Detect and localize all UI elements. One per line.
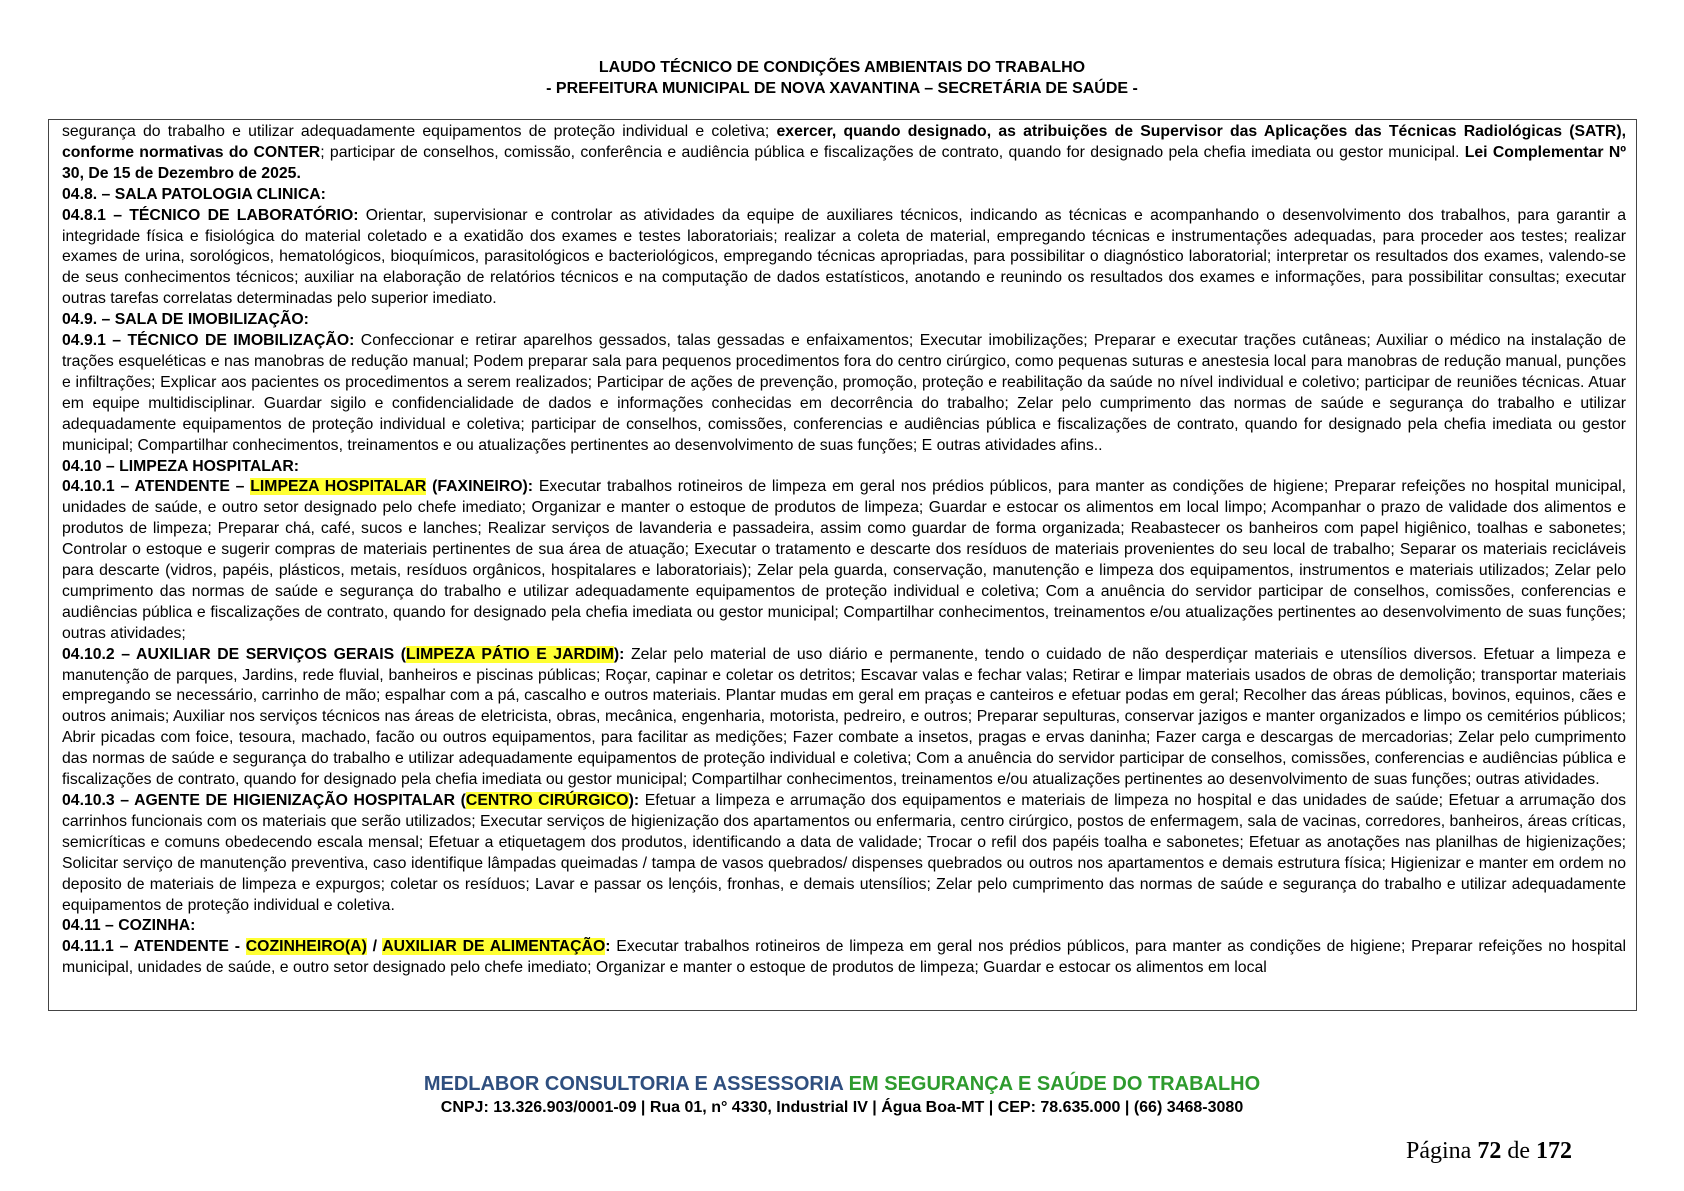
paragraph-04-10-3 <box>62 791 1626 916</box>
paragraph-04-8-1 <box>62 206 1626 311</box>
document-title: LAUDO TÉCNICO DE CONDIÇÕES AMBIENTAIS DO TRABALHO <box>598 59 1086 76</box>
law-reference: Lei Complementar Nº 30, De 15 de Dezembro de 2025. <box>62 143 1626 182</box>
page-total: 172 <box>1536 1138 1572 1164</box>
item-text: Confeccionar e retirar aparelhos gessados, talas gessadas e enfaixamentos; Executar imobilizações; Preparar e executar trações cutâneas; Auxiliar o médico na instalação de trações esqueléticas e nas manobras de redução manual; Podem preparar sala para pequenos procedimentos fora do centro cirúrgico, como pequenas suturas e anestesia local para manobras de redução manual, punções e infiltrações; Explicar aos pacientes os procedimentos a serem realizados; Participar de ações de prevenção, promoção, proteção e reabilitação da saúde no nível individual e coletivo; participar de reuniões técnicas. Atuar em equipe multidisciplinar. Guardar sigilo e confidencialidade de dados e informações conhecidas em decorrência do trabalho; Zelar pelo cumprimento das normas de saúde e segurança do trabalho e utilizar adequadamente equipamentos de proteção individual e coletiva; participar de conselhos, comissões, conferencias e audiências pública e fiscalizações de contrato, quando for designado pela chefia imediata ou gestor municipal; Compartilhar conhecimentos, treinamentos e ou atualizações pertinentes ao desenvolvimento de suas funções; E outras atividades afins.. <box>62 332 1626 454</box>
page-label: Página <box>1406 1138 1478 1164</box>
section-heading-04-9: 04.9. – SALA DE IMOBILIZAÇÃO: <box>62 311 309 329</box>
page-header <box>0 57 1684 99</box>
item-label: 04.10.1 – ATENDENTE – <box>62 478 251 496</box>
bold-text: exercer, quando designado, as atribuições de Supervisor das Aplicações das Técnicas Radiológicas (SATR), conforme normativas do CONTER <box>62 123 1626 161</box>
highlighted-text: COZINHEIRO(A) <box>245 938 367 956</box>
paragraph-04-9-1 <box>62 331 1626 456</box>
text: segurança do trabalho e utilizar adequadamente equipamentos de proteção individual e coletiva; <box>62 123 777 140</box>
item-label: 04.10.3 – AGENTE DE HIGIENIZAÇÃO HOSPITALAR ( <box>62 792 466 809</box>
item-text: Efetuar a limpeza e arrumação dos equipamentos e materiais de limpeza no hospital e das unidades de saúde; Efetuar a arrumação dos carrinhos funcionais com os materiais que serão utilizados; Executar serviços de higienização dos apartamentos ou enfermaria, centro cirúrgico, postos de enfermagem, sala de vacinas, corredores, banheiros, áreas críticas, semicríticas e comuns obedecendo escala mensal; Efetuar a etiquetagem dos produtos, identificando a data de validade; Trocar o refil dos papéis toalha e sabonetes; Efetuar as anotações nas planilhas de higienizações; Solicitar serviço de manutenção preventiva, caso identifique lâmpadas queimadas / tampa de vasos quebrados/ dispenses quebrados ou outros nos apartamentos e demais estrutura física; Higienizar e manter em ordem no deposito de materiais de limpeza e expurgos; coletar os resíduos; Lavar e passar os lençóis, fronhas, e demais utensílios; Zelar pelo cumprimento das normas de saúde e segurança do trabalho e utilizar adequadamente equipamentos de proteção individual e coletiva. <box>62 792 1626 914</box>
item-label: ): <box>613 645 625 663</box>
footer-contact: CNPJ: 13.326.903/0001-09 | Rua 01, n° 4330, Industrial IV | Água Boa-MT | CEP: 78.635.000 | (66) 3468-3080 <box>440 1099 1244 1116</box>
item-label: (FAXINEIRO): <box>426 478 534 496</box>
item-label: : <box>605 938 611 956</box>
paragraph-04-10-1 <box>62 477 1626 644</box>
item-label: 04.11.1 – ATENDENTE - <box>62 938 246 956</box>
footer-company <box>0 1072 1684 1096</box>
text: ; participar de conselhos, comissão, conferência e audiência pública e fiscalizações de contrato, quando for designado pela chefia imediata ou gestor municipal. <box>320 143 1465 161</box>
page-number <box>1406 1138 1572 1165</box>
paragraph-04-10-2 <box>62 645 1626 791</box>
highlighted-text: AUXILIAR DE ALIMENTAÇÃO <box>382 938 606 956</box>
page-separator: de <box>1501 1138 1536 1164</box>
item-label: 04.8.1 – TÉCNICO DE LABORATÓRIO: <box>62 206 359 224</box>
item-text: Executar trabalhos rotineiros de limpeza em geral nos prédios públicos, para manter as condições de higiene; Preparar refeições no hospital municipal, unidades de saúde, e outro setor designado pelo chefe imediato; Organizar e manter o estoque de produtos de limpeza; Guardar e estocar os alimentos em local limpo; Acompanhar o prazo de validade dos alimentos e produtos de limpeza; Preparar chá, café, sucos e lanches; Realizar serviços de lavanderia e passadeira, assim como guardar de forma organizada; Reabastecer os banheiros com papel higiênico, toalhas e sabonetes; Controlar o estoque e sugerir compras de materiais pertinentes de sua área de atuação; Executar o tratamento e descarte dos resíduos de materiais provenientes do seu local de trabalho; Separar os materiais recicláveis para descarte (vidros, papéis, plásticos, metais, resíduos orgânicos, hospitalares e laboratoriais); Zelar pela guarda, conservação, manutenção e limpeza dos equipamentos, instrumentos e materiais utilizados; Zelar pelo cumprimento das normas de saúde e segurança do trabalho e utilizar adequadamente equipamentos de proteção individual e coletiva; Com a anuência do servidor participar de conselhos, comissões, conferencias e audiências pública e fiscalizações de contrato, quando for designado pela chefia imediata ou gestor municipal; Compartilhar conhecimentos, treinamentos e/ou atualizações pertinentes ao desenvolvimento de suas funções; outras atividades; <box>62 478 1627 642</box>
item-text: Zelar pelo material de uso diário e permanente, tendo o cuidado de não desperdiçar materiais e utensílios diversos. Efetuar a limpeza e manutenção de parques, Jardins, rede fluvial, banheiros e piscinas públicas; Roçar, capinar e coletar os detritos; Escavar valas e fechar valas; Retirar e limpar materiais usados de obras de demolição; transportar materiais empregando se necessário, carrinho de mão; espalhar com a pá, cascalho e outros materiais. Plantar mudas em geral em praças e canteiros e efetuar podas em geral; Recolher das áreas públicas, bovinos, equinos, cães e outros animais; Auxiliar nos serviços técnicos nas áreas de eletricista, obras, mecânica, engenharia, motorista, pedreiro, e outros; Preparar sepulturas, conservar jazigos e manter organizados e limpo os cemitérios públicos; Abrir picadas com foice, tesoura, machado, facão ou outros equipamentos, para facilitar as medições; Fazer combate a insetos, pragas e ervas daninha; Fazer carga e descargas de mercadorias; Zelar pelo cumprimento das normas de saúde e segurança do trabalho e utilizar adequadamente equipamentos de proteção individual e coletiva; Com a anuência do servidor participar de conselhos, comissões, conferencias e audiências pública e fiscalizações de contrato, quando for designado pela chefia imediata ou gestor municipal; Compartilhar conhecimentos, treinamentos e/ou atualizações pertinentes ao desenvolvimento de suas funções; outras atividades. <box>62 645 1626 789</box>
item-text: Executar trabalhos rotineiros de limpeza em geral nos prédios públicos, para manter as condições de higiene; Preparar refeições no hospital municipal, unidades de saúde, e outro setor designado pelo chefe imediato; Organizar e manter o estoque de produtos de limpeza; Guardar e estocar os alimentos em local <box>62 938 1626 977</box>
section-heading-04-11: 04.11 – COZINHA: <box>62 917 196 935</box>
paragraph-continuation <box>62 122 1626 185</box>
item-label: 04.10.2 – AUXILIAR DE SERVIÇOS GERAIS ( <box>62 645 407 663</box>
company-name: MEDLABOR CONSULTORIA E ASSESSORIA <box>423 1073 844 1095</box>
item-text: Orientar, supervisionar e controlar as atividades da equipe de auxiliares técnicos, indicando as técnicas e acompanhando o desenvolvimento dos trabalhos, para garantir a integridade física e fisiológica do material coletado e a exatidão dos exames e testes laboratoriais; realizar a coleta de material, empregando técnicas e instrumentações adequadas, para proceder aos testes; realizar exames de urina, sorológicos, hematológicos, bioquímicos, parasitológicos e bacteriológicos, empregando técnicas apropriadas, para possibilitar o diagnóstico laboratorial; interpretar os resultados dos exames, valendo-se de seus conhecimentos técnicos; auxiliar na elaboração de relatórios técnicos e na computação de dados estatísticos, anotando e reunindo os resultados dos exames e informações, para possibilitar consultas; executar outras tarefas correlatas determinadas pelo superior imediato. <box>62 206 1627 308</box>
highlighted-text: LIMPEZA HOSPITALAR <box>250 478 427 496</box>
highlighted-text: CENTRO CIRÚRGICO <box>465 792 629 809</box>
page-current: 72 <box>1477 1138 1502 1164</box>
section-heading-04-8: 04.8. – SALA PATOLOGIA CLINICA: <box>62 185 326 203</box>
section-heading-04-10: 04.10 – LIMPEZA HOSPITALAR: <box>62 457 299 475</box>
document-subtitle: - PREFEITURA MUNICIPAL DE NOVA XAVANTINA – SECRETÁRIA DE SAÚDE - <box>546 80 1138 97</box>
item-label: 04.9.1 – TÉCNICO DE IMOBILIZAÇÃO: <box>62 332 355 350</box>
highlighted-text: LIMPEZA PÁTIO E JARDIM <box>406 645 614 663</box>
item-label: ): <box>628 792 640 809</box>
paragraph-04-11-1 <box>62 937 1626 979</box>
content-box <box>48 119 1637 1011</box>
separator: / <box>366 938 383 956</box>
company-tagline: EM SEGURANÇA E SAÚDE DO TRABALHO <box>848 1073 1261 1095</box>
